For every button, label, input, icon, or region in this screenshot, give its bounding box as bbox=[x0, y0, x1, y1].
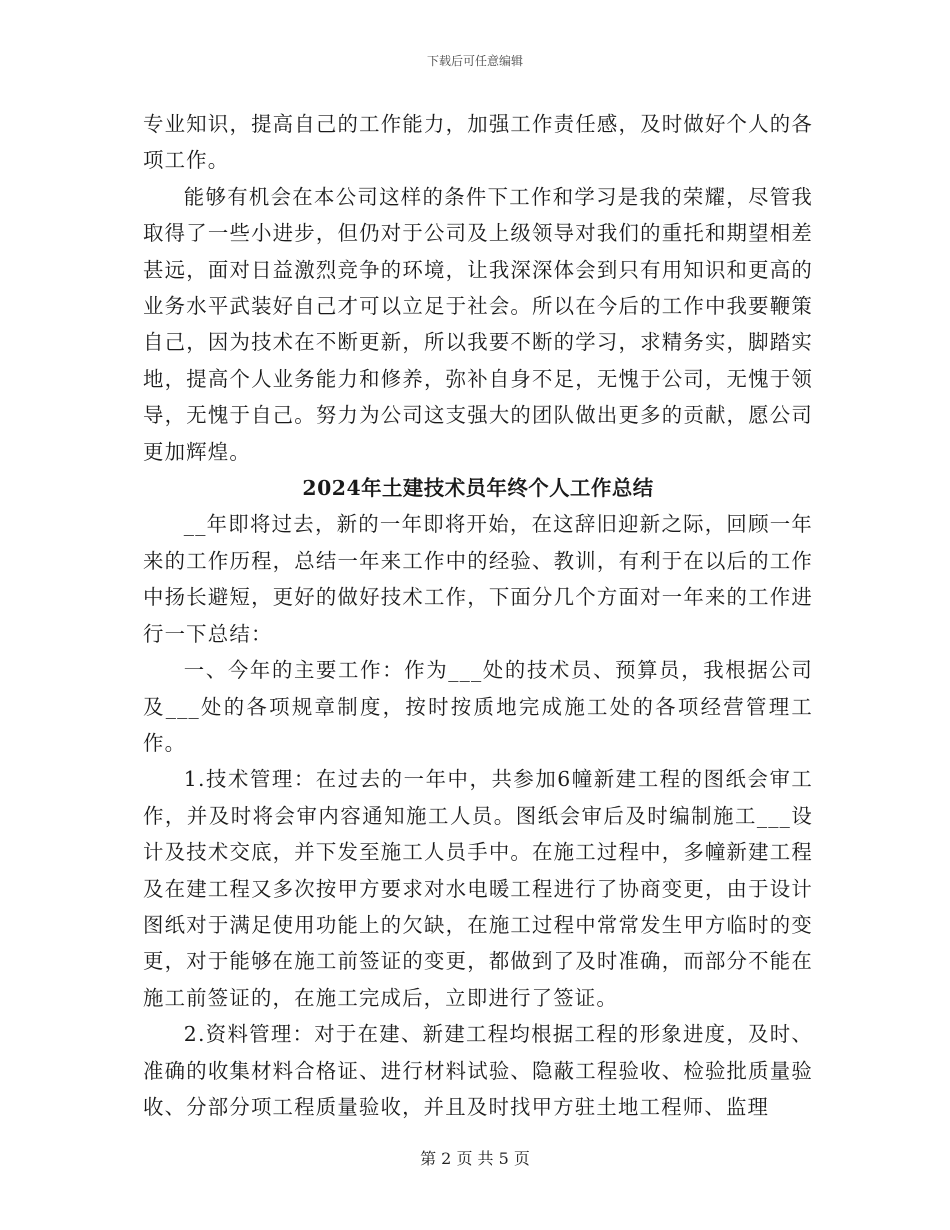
paragraph-introduction: __年即将过去，新的一年即将开始，在这辞旧迎新之际，回顾一年来的工作历程，总结一年来工作中的经验、教训，有利于在以后的工作中扬长避短，更好的做好技术工作，下面分几个方面对一年来的工作进行一下总结： bbox=[143, 512, 813, 646]
paragraph-main-work: 一、今年的主要工作：作为___处的技术员、预算员，我根据公司及___处的各项规章制度，按时按质地完成施工处的各项经营管理工作。 bbox=[143, 658, 813, 755]
paragraph-technical-management: 1.技术管理：在过去的一年中，共参加6幢新建工程的图纸会审工作，并及时将会审内容通知施工人员。图纸会审后及时编制施工___设计及技术交底，并下发至施工人员手中。在施工过程中，多幢新建工程及在建工程又多次按甲方要求对水电暖工程进行了协商变更，由于设计图纸对于满足使用功能上的欠缺，在施工过程中常常发生甲方临时的变更，对于能够在施工前签证的变更，都做到了及时准确，而部分不能在施工前签证的，在施工完成后，立即进行了签证。 bbox=[143, 767, 813, 1010]
section-title: 2024年土建技术员年终个人工作总结 bbox=[302, 476, 654, 501]
document-body bbox=[143, 106, 813, 1125]
paragraph-document-management: 2.资料管理：对于在建、新建工程均根据工程的形象进度，及时、准确的收集材料合格证、进行材料试验、隐蔽工程验收、检验批质量验收、分部分项工程质量验收，并且及时找甲方驻土地工程师、监理 bbox=[143, 1022, 813, 1119]
header-note: 下载后可任意编辑 bbox=[426, 54, 523, 68]
page-number: 第 2 页 共 5 页 bbox=[420, 1149, 530, 1168]
paragraph-closing-remarks: 能够有机会在本公司这样的条件下工作和学习是我的荣耀，尽管我取得了一些小进步，但仍对于公司及上级领导对我们的重托和期望相差甚远，面对日益激烈竞争的环境，让我深深体会到只有用知识和更高的业务水平武装好自己才可以立足于社会。所以在今后的工作中我要鞭策自己，因为技术在不断更新，所以我要不断的学习，求精务实，脚踏实地，提高个人业务能力和修养，弥补自身不足，无愧于公司，无愧于领导，无愧于自己。努力为公司这支强大的团队做出更多的贡献，愿公司更加辉煌。 bbox=[143, 184, 813, 464]
paragraph-continuation: 专业知识，提高自己的工作能力，加强工作责任感，及时做好个人的各项工作。 bbox=[143, 112, 813, 173]
